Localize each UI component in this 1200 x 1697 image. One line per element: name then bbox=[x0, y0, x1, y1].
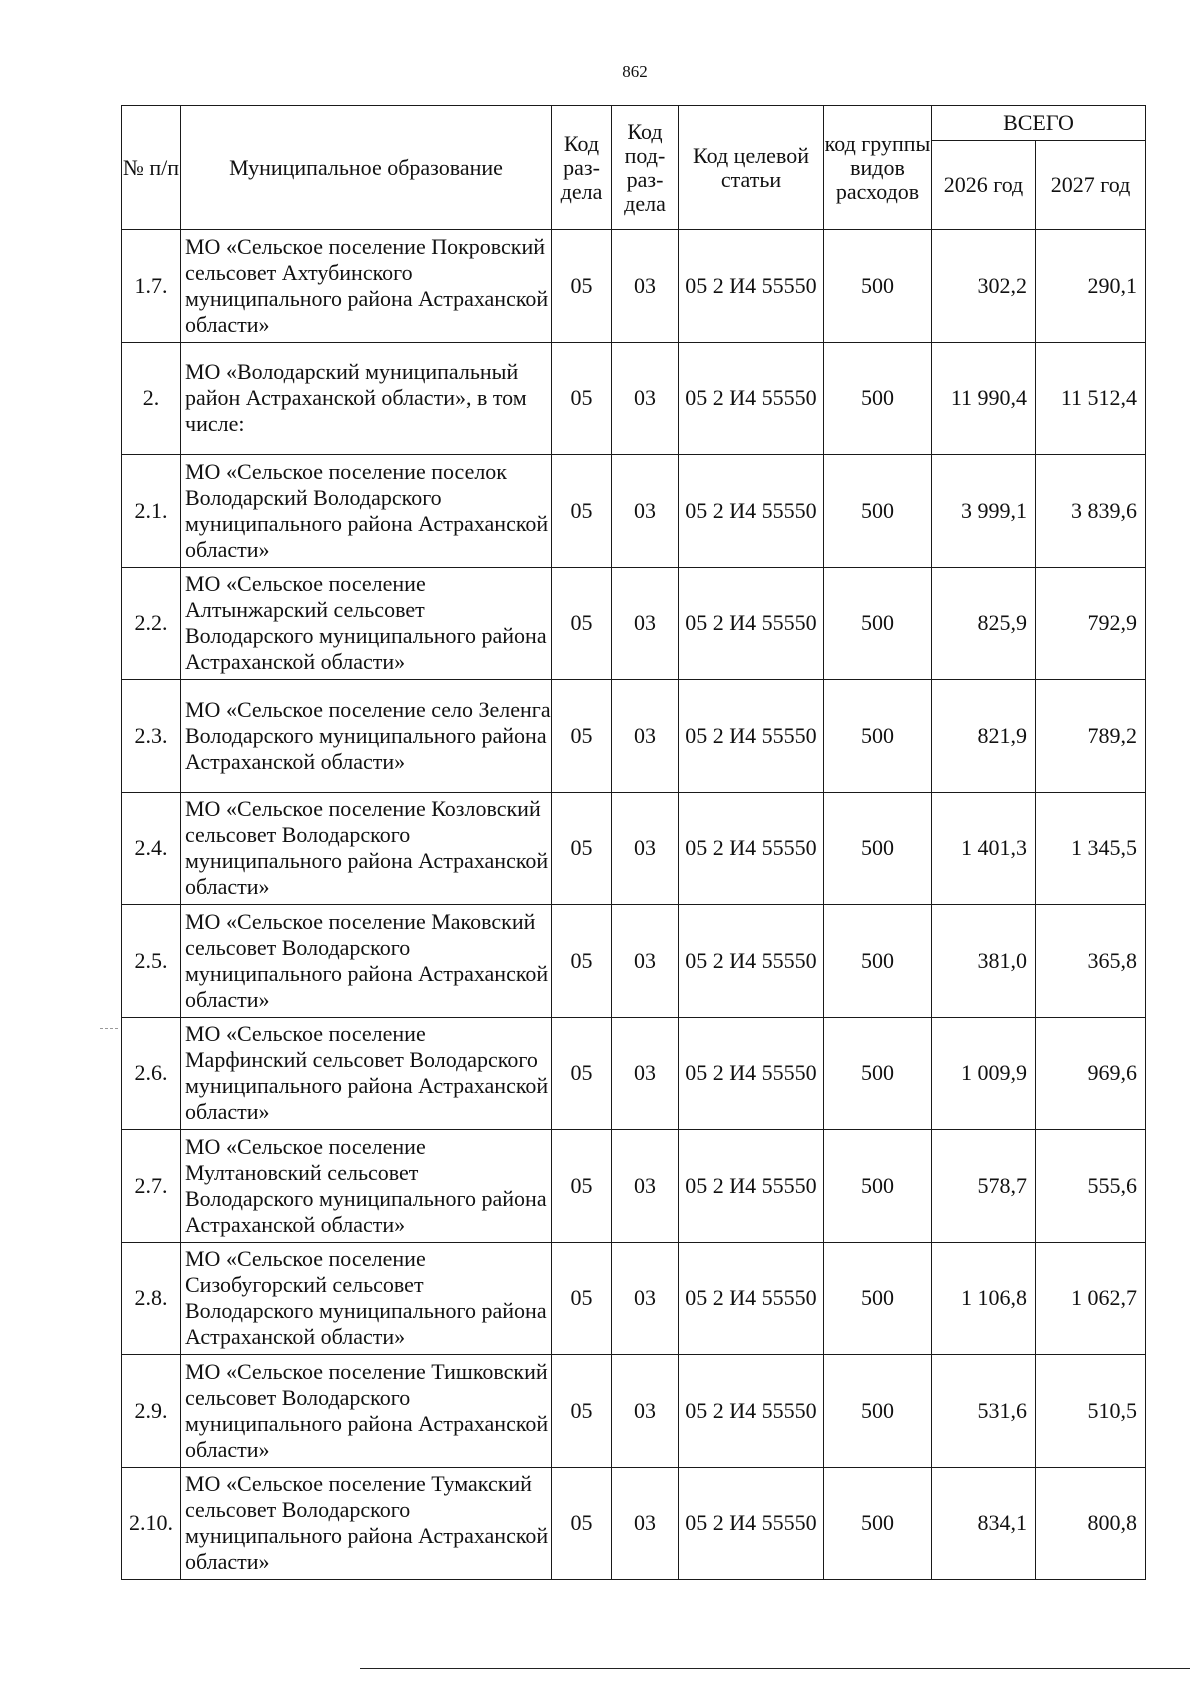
cell-target-article: 05 2 И4 55550 bbox=[679, 680, 824, 793]
cell-sum-2027: 1 345,5 bbox=[1036, 792, 1146, 905]
cell-num: 2.1. bbox=[122, 455, 181, 568]
cell-target-article: 05 2 И4 55550 bbox=[679, 792, 824, 905]
cell-razdel: 05 bbox=[552, 1017, 612, 1130]
cell-num: 2.5. bbox=[122, 905, 181, 1018]
cell-sum-2027: 510,5 bbox=[1036, 1355, 1146, 1468]
table-row bbox=[122, 1467, 1146, 1580]
cell-sum-2027: 11 512,4 bbox=[1036, 342, 1146, 455]
cell-num: 2.6. bbox=[122, 1017, 181, 1130]
cell-sum-2027: 3 839,6 bbox=[1036, 455, 1146, 568]
cell-municipality: МО «Сельское поселение Маковский сельсовет Володарского муниципального района Астраханской области» bbox=[181, 905, 552, 1018]
cell-podrazdel: 03 bbox=[612, 905, 679, 1018]
cell-num: 2.9. bbox=[122, 1355, 181, 1468]
header-year-2026: 2026 год bbox=[932, 141, 1036, 230]
cell-expense-group: 500 bbox=[824, 567, 932, 680]
table-body bbox=[122, 230, 1146, 1580]
cell-num: 2. bbox=[122, 342, 181, 455]
bottom-rule bbox=[360, 1668, 1190, 1669]
table-row bbox=[122, 342, 1146, 455]
cell-podrazdel: 03 bbox=[612, 1467, 679, 1580]
cell-expense-group: 500 bbox=[824, 455, 932, 568]
cell-target-article: 05 2 И4 55550 bbox=[679, 1242, 824, 1355]
cell-razdel: 05 bbox=[552, 230, 612, 343]
cell-sum-2026: 11 990,4 bbox=[932, 342, 1036, 455]
cell-sum-2027: 365,8 bbox=[1036, 905, 1146, 1018]
cell-podrazdel: 03 bbox=[612, 680, 679, 793]
cell-sum-2026: 1 009,9 bbox=[932, 1017, 1036, 1130]
cell-num: 2.7. bbox=[122, 1130, 181, 1243]
cell-municipality: МО «Сельское поселение Сизобугорский сельсовет Володарского муниципального района Астраханской области» bbox=[181, 1242, 552, 1355]
cell-expense-group: 500 bbox=[824, 1355, 932, 1468]
cell-num: 2.3. bbox=[122, 680, 181, 793]
cell-target-article: 05 2 И4 55550 bbox=[679, 1355, 824, 1468]
cell-target-article: 05 2 И4 55550 bbox=[679, 455, 824, 568]
budget-table-container bbox=[121, 105, 1145, 1580]
table-row bbox=[122, 1242, 1146, 1355]
cell-sum-2026: 531,6 bbox=[932, 1355, 1036, 1468]
budget-table bbox=[121, 105, 1146, 1580]
cell-sum-2026: 825,9 bbox=[932, 567, 1036, 680]
cell-sum-2026: 578,7 bbox=[932, 1130, 1036, 1243]
header-municipality: Муниципальное образование bbox=[181, 106, 552, 230]
cell-expense-group: 500 bbox=[824, 230, 932, 343]
cell-razdel: 05 bbox=[552, 342, 612, 455]
table-row bbox=[122, 567, 1146, 680]
cell-municipality: МО «Сельское поселение Тумакский сельсовет Володарского муниципального района Астраханской области» bbox=[181, 1467, 552, 1580]
cell-municipality: МО «Володарский муниципальный район Астраханской области», в том числе: bbox=[181, 342, 552, 455]
cell-num: 2.2. bbox=[122, 567, 181, 680]
page-number: 862 bbox=[622, 62, 648, 81]
cell-podrazdel: 03 bbox=[612, 1355, 679, 1468]
cell-expense-group: 500 bbox=[824, 1242, 932, 1355]
cell-municipality: МО «Сельское поселение Тишковский сельсовет Володарского муниципального района Астраханской области» bbox=[181, 1355, 552, 1468]
table-row bbox=[122, 1355, 1146, 1468]
cell-expense-group: 500 bbox=[824, 1017, 932, 1130]
header-razdel: Код раз-дела bbox=[552, 106, 612, 230]
header-total: ВСЕГО bbox=[932, 106, 1146, 141]
cell-municipality: МО «Сельское поселение село Зеленга Володарского муниципального района Астраханской области» bbox=[181, 680, 552, 793]
cell-podrazdel: 03 bbox=[612, 230, 679, 343]
cell-razdel: 05 bbox=[552, 1242, 612, 1355]
table-row bbox=[122, 905, 1146, 1018]
header-podrazdel: Код под-раз-дела bbox=[612, 106, 679, 230]
table-row bbox=[122, 792, 1146, 905]
cell-sum-2027: 555,6 bbox=[1036, 1130, 1146, 1243]
header-num: № п/п bbox=[122, 106, 181, 230]
cell-podrazdel: 03 bbox=[612, 455, 679, 568]
cell-num: 2.8. bbox=[122, 1242, 181, 1355]
header-year-2027: 2027 год bbox=[1036, 141, 1146, 230]
cell-podrazdel: 03 bbox=[612, 342, 679, 455]
cell-sum-2026: 1 106,8 bbox=[932, 1242, 1036, 1355]
cell-razdel: 05 bbox=[552, 792, 612, 905]
cell-target-article: 05 2 И4 55550 bbox=[679, 1017, 824, 1130]
cell-municipality: МО «Сельское поселение Алтынжарский сельсовет Володарского муниципального района Астраханской области» bbox=[181, 567, 552, 680]
cell-sum-2026: 1 401,3 bbox=[932, 792, 1036, 905]
cell-target-article: 05 2 И4 55550 bbox=[679, 1130, 824, 1243]
cell-municipality: МО «Сельское поселение Марфинский сельсовет Володарского муниципального района Астраханской области» bbox=[181, 1017, 552, 1130]
cell-podrazdel: 03 bbox=[612, 567, 679, 680]
cell-expense-group: 500 bbox=[824, 1467, 932, 1580]
cell-sum-2027: 969,6 bbox=[1036, 1017, 1146, 1130]
cell-target-article: 05 2 И4 55550 bbox=[679, 1467, 824, 1580]
header-target-article: Код целевой статьи bbox=[679, 106, 824, 230]
cell-target-article: 05 2 И4 55550 bbox=[679, 230, 824, 343]
cell-sum-2026: 821,9 bbox=[932, 680, 1036, 793]
table-row bbox=[122, 1017, 1146, 1130]
cell-expense-group: 500 bbox=[824, 342, 932, 455]
cell-sum-2027: 792,9 bbox=[1036, 567, 1146, 680]
header-expense-group: код группы видов расходов bbox=[824, 106, 932, 230]
cell-expense-group: 500 bbox=[824, 680, 932, 793]
cell-sum-2027: 789,2 bbox=[1036, 680, 1146, 793]
cell-municipality: МО «Сельское поселение поселок Володарский Володарского муниципального района Астраханской области» bbox=[181, 455, 552, 568]
cell-num: 2.4. bbox=[122, 792, 181, 905]
cell-municipality: МО «Сельское поселение Козловский сельсовет Володарского муниципального района Астраханской области» bbox=[181, 792, 552, 905]
cell-target-article: 05 2 И4 55550 bbox=[679, 567, 824, 680]
cell-municipality: МО «Сельское поселение Мултановский сельсовет Володарского муниципального района Астраханской области» bbox=[181, 1130, 552, 1243]
cell-sum-2026: 3 999,1 bbox=[932, 455, 1036, 568]
cell-expense-group: 500 bbox=[824, 792, 932, 905]
cell-razdel: 05 bbox=[552, 567, 612, 680]
cell-podrazdel: 03 bbox=[612, 1017, 679, 1130]
cell-expense-group: 500 bbox=[824, 1130, 932, 1243]
cell-sum-2027: 800,8 bbox=[1036, 1467, 1146, 1580]
cell-expense-group: 500 bbox=[824, 905, 932, 1018]
cell-razdel: 05 bbox=[552, 905, 612, 1018]
table-row bbox=[122, 230, 1146, 343]
cell-razdel: 05 bbox=[552, 1467, 612, 1580]
table-row bbox=[122, 455, 1146, 568]
cell-num: 1.7. bbox=[122, 230, 181, 343]
cell-target-article: 05 2 И4 55550 bbox=[679, 342, 824, 455]
cell-sum-2027: 1 062,7 bbox=[1036, 1242, 1146, 1355]
cell-sum-2026: 302,2 bbox=[932, 230, 1036, 343]
cell-sum-2027: 290,1 bbox=[1036, 230, 1146, 343]
cell-target-article: 05 2 И4 55550 bbox=[679, 905, 824, 1018]
table-row bbox=[122, 1130, 1146, 1243]
cell-razdel: 05 bbox=[552, 1355, 612, 1468]
scan-margin-mark bbox=[100, 1028, 118, 1029]
cell-razdel: 05 bbox=[552, 680, 612, 793]
cell-razdel: 05 bbox=[552, 1130, 612, 1243]
table-row bbox=[122, 680, 1146, 793]
cell-num: 2.10. bbox=[122, 1467, 181, 1580]
cell-razdel: 05 bbox=[552, 455, 612, 568]
cell-podrazdel: 03 bbox=[612, 1130, 679, 1243]
cell-podrazdel: 03 bbox=[612, 792, 679, 905]
cell-municipality: МО «Сельское поселение Покровский сельсовет Ахтубинского муниципального района Астраханской области» bbox=[181, 230, 552, 343]
cell-podrazdel: 03 bbox=[612, 1242, 679, 1355]
cell-sum-2026: 381,0 bbox=[932, 905, 1036, 1018]
cell-sum-2026: 834,1 bbox=[932, 1467, 1036, 1580]
